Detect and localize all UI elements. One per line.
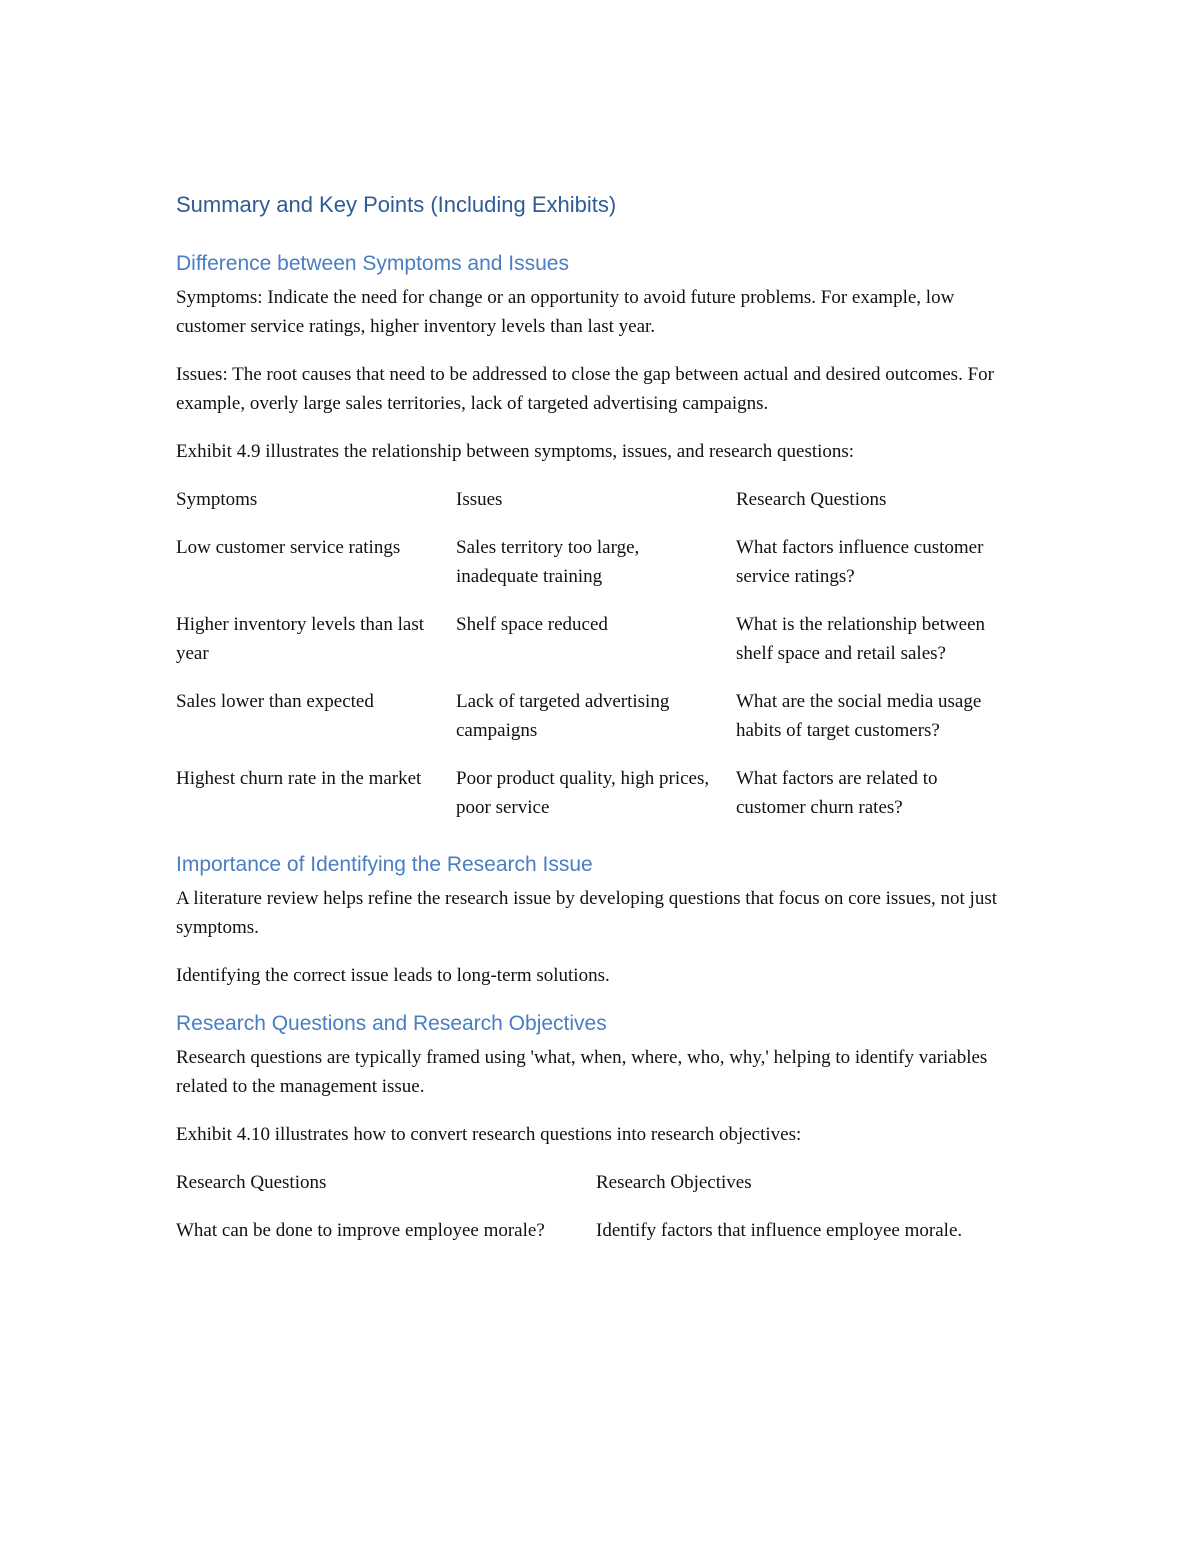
table-cell: Sales territory too large, inadequate training — [456, 537, 640, 587]
table-cell: Higher inventory levels than last year — [176, 614, 424, 664]
table-cell: Shelf space reduced — [456, 614, 608, 635]
exhibit-4-10-table — [176, 1168, 1016, 1245]
table-cell: What is the relationship between shelf space and retail sales? — [736, 614, 986, 664]
table-cell: Identify factors that influence employee morale. — [596, 1220, 963, 1241]
table-row — [176, 764, 1016, 822]
table-header-row — [176, 1168, 1016, 1197]
section-heading-symptoms-issues: Difference between Symptoms and Issues — [176, 252, 569, 275]
table-cell: What factors influence customer service ratings? — [736, 537, 984, 587]
table-cell: What can be done to improve employee morale? — [176, 1220, 545, 1241]
document-title: Summary and Key Points (Including Exhibits) — [176, 192, 617, 217]
table-header-row — [176, 485, 1016, 514]
section-heading-importance: Importance of Identifying the Research Issue — [176, 853, 593, 876]
table-cell: Lack of targeted advertising campaigns — [456, 691, 670, 741]
exhibit-4-9-table — [176, 485, 1016, 822]
paragraph-symptoms: Symptoms: Indicate the need for change or an opportunity to avoid future problems. For example, low customer service ratings, higher inventory levels than last year. — [176, 287, 955, 337]
table-cell: What factors are related to customer churn rates? — [736, 768, 938, 818]
paragraph-literature-review: A literature review helps refine the research issue by developing questions that focus on core issues, not just symptoms. — [176, 888, 997, 938]
table-row — [176, 687, 1016, 745]
table-header-cell: Symptoms — [176, 489, 258, 510]
table-cell: Poor product quality, high prices, poor service — [456, 768, 710, 818]
paragraph-correct-issue: Identifying the correct issue leads to long-term solutions. — [176, 965, 610, 986]
exhibit-4-9-intro: Exhibit 4.9 illustrates the relationship between symptoms, issues, and research questions: — [176, 441, 855, 462]
table-row — [176, 533, 1016, 591]
document-page — [176, 190, 1016, 1264]
table-cell: Highest churn rate in the market — [176, 768, 422, 789]
paragraph-research-questions: Research questions are typically framed using 'what, when, where, who, why,' helping to identify variables related to the management issue. — [176, 1047, 988, 1097]
table-cell: Low customer service ratings — [176, 537, 401, 558]
section-heading-questions-objectives: Research Questions and Research Objectives — [176, 1012, 607, 1035]
exhibit-4-10-intro: Exhibit 4.10 illustrates how to convert research questions into research objectives: — [176, 1124, 802, 1145]
table-cell: What are the social media usage habits of target customers? — [736, 691, 982, 741]
table-row — [176, 610, 1016, 668]
table-header-cell: Research Questions — [176, 1172, 327, 1193]
table-row — [176, 1216, 1016, 1245]
table-header-cell: Research Objectives — [596, 1172, 752, 1193]
table-header-cell: Issues — [456, 489, 503, 510]
table-header-cell: Research Questions — [736, 489, 887, 510]
table-cell: Sales lower than expected — [176, 691, 374, 712]
paragraph-issues: Issues: The root causes that need to be addressed to close the gap between actual and desired outcomes. For example, overly large sales territories, lack of targeted advertising campaigns. — [176, 364, 994, 414]
